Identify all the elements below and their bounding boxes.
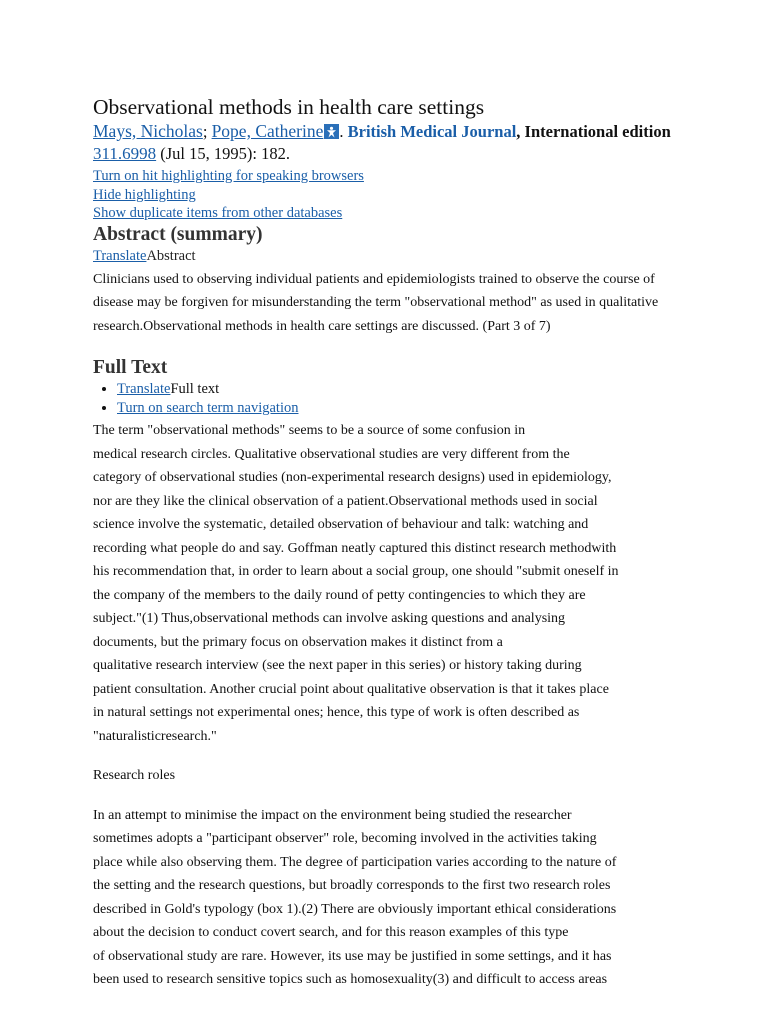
fulltext-translate-link[interactable]: Translate <box>117 381 171 397</box>
author-link-pope[interactable]: Pope, Catherine <box>211 121 324 141</box>
publication-date: (Jul 15, 1995): 182. <box>160 144 290 163</box>
journal-link[interactable]: British Medical Journal <box>347 122 517 141</box>
text-line: in natural settings not experimental ones; hence, this type of work is often described as <box>93 705 580 720</box>
abstract-translate-link[interactable]: Translate <box>93 247 147 264</box>
abstract-text: Clinicians used to observing individual patients and epidemiologists trained to observe the course of disease may be forgiven for misunderstanding the term "observational method" as used in qualitative research.Observational methods in health care settings are discussed. (Part 3 of 7) <box>93 271 659 334</box>
text-line: been used to research sensitive topics such as homosexuality(3) and difficult to access areas <box>93 972 608 987</box>
list-item <box>117 380 683 399</box>
citation <box>93 120 683 165</box>
show-duplicates-link[interactable]: Show duplicate items from other databases <box>93 205 343 221</box>
text-line: of observational study are rare. However, its use may be justified in some settings, and it has <box>93 948 612 964</box>
article-title: Observational methods in health care settings <box>93 95 485 119</box>
journal-edition: , International edition <box>516 122 671 141</box>
orcid-person-icon[interactable] <box>324 124 339 139</box>
text-line: qualitative research interview (see the next paper in this series) or history taking during <box>93 658 582 673</box>
text-line: place while also observing them. The degree of participation varies according to the nature of <box>93 854 617 870</box>
abstract-label: Abstract <box>146 247 196 264</box>
author-link-mays[interactable]: Mays, Nicholas <box>93 121 203 141</box>
text-line: about the decision to conduct covert search, and for this reason examples of this type <box>93 925 569 940</box>
text-line: science involve the systematic, detailed observation of behaviour and talk: watching and <box>93 517 589 532</box>
volume-link[interactable]: 311.6998 <box>93 144 157 163</box>
paragraph-2 <box>93 804 683 992</box>
text-line: medical research circles. Qualitative observational studies are very different from the <box>93 446 570 462</box>
section-heading-research-roles: Research roles <box>93 768 176 783</box>
paragraph-1 <box>93 419 683 748</box>
fulltext-heading: Full Text <box>93 357 168 378</box>
text-line: In an attempt to minimise the impact on the environment being studied the researcher <box>93 807 572 823</box>
author-separator: ; <box>202 122 208 141</box>
abstract-heading: Abstract (summary) <box>93 223 263 245</box>
abstract-translate-row <box>93 247 683 265</box>
fulltext-options <box>93 380 683 417</box>
text-line: described in Gold's typology (box 1).(2) There are obviously important ethical considerations <box>93 901 617 917</box>
tool-links <box>93 167 683 223</box>
document-page <box>93 94 683 992</box>
text-line: subject."(1) Thus,observational methods can involve asking questions and analysing <box>93 611 566 626</box>
text-line: "naturalisticresearch." <box>93 728 217 744</box>
text-line: sometimes adopts a "participant observer" role, becoming involved in the activities taking <box>93 831 597 846</box>
text-line: nor are they like the clinical observation of a patient.Observational methods used in social <box>93 493 598 509</box>
citation-dot: . <box>339 122 344 141</box>
hide-highlighting-link[interactable]: Hide highlighting <box>93 186 196 203</box>
text-line: The term "observational methods" seems to be a source of some confusion in <box>93 423 526 438</box>
text-line: documents, but the primary focus on observation makes it distinct from a <box>93 634 503 650</box>
search-nav-link[interactable]: Turn on search term navigation <box>117 399 299 416</box>
text-line: category of observational studies (non-experimental research designs) used in epidemiology, <box>93 470 612 485</box>
fulltext-label: Full text <box>170 381 220 397</box>
list-item <box>117 399 683 418</box>
text-line: the setting and the research questions, but broadly corresponds to the first two research roles <box>93 878 611 893</box>
text-line: the company of the members to the daily round of petty contingencies to which they are <box>93 587 586 603</box>
highlight-speaking-link[interactable]: Turn on hit highlighting for speaking browsers <box>93 168 364 184</box>
text-line: patient consultation. Another crucial point about qualitative observation is that it takes place <box>93 681 609 697</box>
text-line: his recommendation that, in order to learn about a social group, one should "submit oneself in <box>93 564 619 579</box>
text-line: recording what people do and say. Goffman neatly captured this distinct research methodwith <box>93 540 617 556</box>
